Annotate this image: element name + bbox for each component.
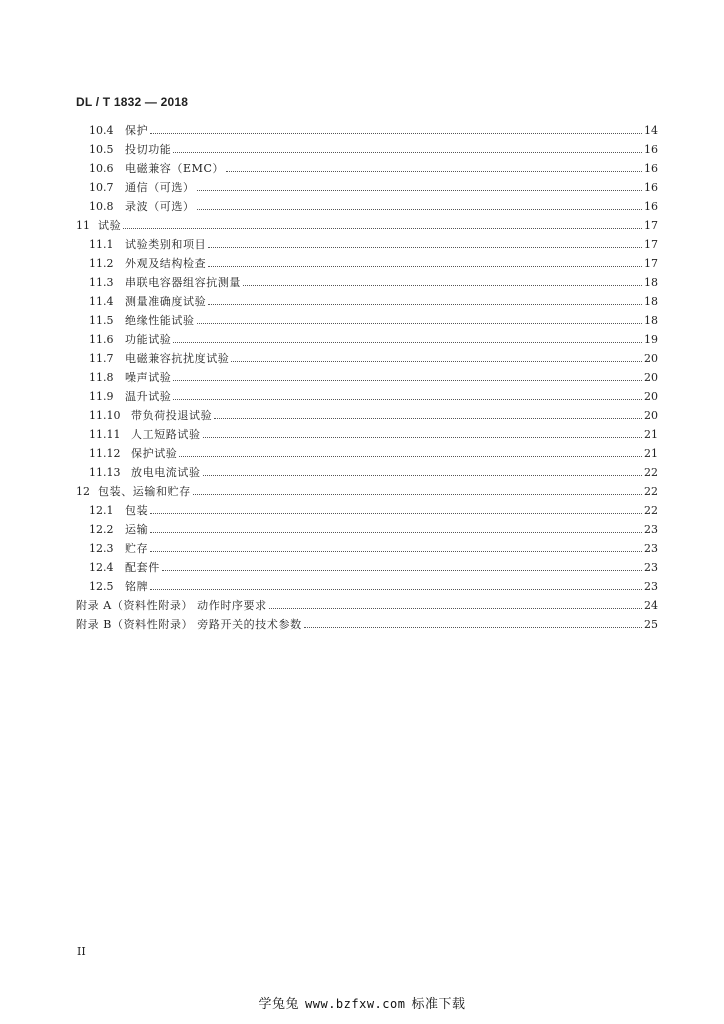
toc-entry[interactable] xyxy=(76,121,658,140)
toc-entry[interactable] xyxy=(76,520,658,539)
toc-entry-page: 23 xyxy=(644,523,658,536)
toc-entry-number: 11.8 xyxy=(89,371,114,384)
toc-entry-title: 功能试验 xyxy=(125,333,172,346)
toc-leader-dots xyxy=(203,474,642,476)
toc-entry-number: 12.2 xyxy=(89,523,114,536)
toc-entry-title: 外观及结构检查 xyxy=(125,257,207,270)
toc-entry[interactable] xyxy=(76,197,658,216)
toc-entry-title: 电磁兼容抗扰度试验 xyxy=(125,352,230,365)
toc-entry-title: 包装 xyxy=(125,504,149,517)
toc-entry-page: 17 xyxy=(644,257,658,270)
toc-entry-page: 22 xyxy=(644,485,658,498)
toc-entry-number: 11.12 xyxy=(89,447,121,460)
toc-entry-title: 噪声试验 xyxy=(125,371,172,384)
toc-entry-title: 附录 B（资料性附录） 旁路开关的技术参数 xyxy=(76,618,302,631)
toc-entry-title: 附录 A（资料性附录） 动作时序要求 xyxy=(76,599,267,612)
toc-entry-page: 20 xyxy=(644,371,658,384)
toc-entry[interactable] xyxy=(76,349,658,368)
toc-entry-title: 试验 xyxy=(98,219,122,232)
toc-entry-number: 10.6 xyxy=(89,162,114,175)
toc-leader-dots xyxy=(203,436,642,438)
toc-leader-dots xyxy=(150,531,642,533)
toc-leader-dots xyxy=(208,303,642,305)
toc-entry-title: 运输 xyxy=(125,523,149,536)
toc-entry-title: 放电电流试验 xyxy=(131,466,201,479)
toc-leader-dots xyxy=(193,493,642,495)
toc-entry[interactable] xyxy=(76,273,658,292)
toc-leader-dots xyxy=(269,607,642,609)
toc-entry-number: 11 xyxy=(76,219,90,232)
toc-leader-dots xyxy=(123,227,642,229)
toc-entry[interactable] xyxy=(76,140,658,159)
toc-entry-page: 17 xyxy=(644,238,658,251)
toc-entry-title: 电磁兼容（EMC） xyxy=(125,162,225,175)
toc-entry-page: 20 xyxy=(644,352,658,365)
toc-entry-number: 10.5 xyxy=(89,143,114,156)
toc-entry-number: 11.6 xyxy=(89,333,114,346)
toc-entry-title: 保护试验 xyxy=(131,447,178,460)
toc-entry-title: 人工短路试验 xyxy=(131,428,201,441)
toc-entry-title: 保护 xyxy=(125,124,149,137)
toc-entry-title: 串联电容器组容抗测量 xyxy=(125,276,241,289)
toc-entry[interactable] xyxy=(76,330,658,349)
table-of-contents xyxy=(76,121,658,634)
toc-entry-page: 23 xyxy=(644,561,658,574)
toc-entry-number: 12 xyxy=(76,485,90,498)
toc-entry-page: 24 xyxy=(644,599,658,612)
toc-entry-number: 11.10 xyxy=(89,409,121,422)
toc-entry-number: 11.5 xyxy=(89,314,114,327)
toc-entry-page: 16 xyxy=(644,181,658,194)
toc-entry-page: 16 xyxy=(644,200,658,213)
toc-entry-number: 11.3 xyxy=(89,276,114,289)
toc-leader-dots xyxy=(226,170,642,172)
toc-entry[interactable] xyxy=(76,387,658,406)
toc-leader-dots xyxy=(150,550,642,552)
toc-leader-dots xyxy=(197,189,642,191)
toc-entry[interactable] xyxy=(76,463,658,482)
watermark-site-name: 学兔兔 xyxy=(258,997,300,1012)
toc-entry-title: 包装、运输和贮存 xyxy=(98,485,191,498)
toc-leader-dots xyxy=(231,360,642,362)
toc-entry[interactable] xyxy=(76,501,658,520)
toc-entry[interactable] xyxy=(76,482,658,501)
toc-leader-dots xyxy=(150,132,642,134)
toc-entry-title: 配套件 xyxy=(125,561,160,574)
toc-entry-title: 录波（可选） xyxy=(125,200,195,213)
toc-entry-title: 试验类别和项目 xyxy=(125,238,207,251)
toc-entry[interactable] xyxy=(76,539,658,558)
toc-entry-number: 12.3 xyxy=(89,542,114,555)
toc-entry-page: 18 xyxy=(644,295,658,308)
toc-entry-number: 10.8 xyxy=(89,200,114,213)
toc-leader-dots xyxy=(173,151,642,153)
watermark xyxy=(0,993,724,1012)
toc-leader-dots xyxy=(173,341,642,343)
toc-entry-page: 22 xyxy=(644,466,658,479)
toc-entry[interactable] xyxy=(76,216,658,235)
toc-entry[interactable] xyxy=(76,292,658,311)
toc-entry[interactable] xyxy=(76,178,658,197)
toc-leader-dots xyxy=(197,208,642,210)
toc-entry[interactable] xyxy=(76,254,658,273)
toc-entry[interactable] xyxy=(76,558,658,577)
toc-entry-number: 12.5 xyxy=(89,580,114,593)
toc-entry[interactable] xyxy=(76,596,658,615)
toc-entry-page: 18 xyxy=(644,276,658,289)
toc-entry-number: 11.2 xyxy=(89,257,114,270)
toc-leader-dots xyxy=(179,455,642,457)
toc-leader-dots xyxy=(162,569,642,571)
toc-entry-page: 16 xyxy=(644,143,658,156)
toc-entry[interactable] xyxy=(76,159,658,178)
toc-entry[interactable] xyxy=(76,235,658,254)
toc-leader-dots xyxy=(150,512,642,514)
toc-entry-page: 21 xyxy=(644,447,658,460)
toc-entry-title: 绝缘性能试验 xyxy=(125,314,195,327)
toc-leader-dots xyxy=(150,588,642,590)
toc-entry-page: 20 xyxy=(644,390,658,403)
toc-entry-title: 温升试验 xyxy=(125,390,172,403)
toc-entry-number: 10.7 xyxy=(89,181,114,194)
watermark-url[interactable]: www.bzfxw.com xyxy=(305,997,406,1011)
toc-entry[interactable] xyxy=(76,368,658,387)
toc-leader-dots xyxy=(208,246,642,248)
toc-entry-page: 20 xyxy=(644,409,658,422)
toc-entry-title: 铭牌 xyxy=(125,580,149,593)
toc-entry-number: 11.7 xyxy=(89,352,114,365)
toc-leader-dots xyxy=(214,417,642,419)
toc-leader-dots xyxy=(173,379,642,381)
toc-entry-title: 投切功能 xyxy=(125,143,172,156)
toc-entry-page: 23 xyxy=(644,580,658,593)
toc-entry-number: 11.13 xyxy=(89,466,121,479)
toc-entry[interactable] xyxy=(76,577,658,596)
toc-entry-title: 通信（可选） xyxy=(125,181,195,194)
toc-entry-page: 21 xyxy=(644,428,658,441)
toc-entry[interactable] xyxy=(76,425,658,444)
toc-entry[interactable] xyxy=(76,311,658,330)
toc-leader-dots xyxy=(197,322,642,324)
toc-entry-page: 25 xyxy=(644,618,658,631)
toc-entry-page: 17 xyxy=(644,219,658,232)
toc-entry-page: 19 xyxy=(644,333,658,346)
page-number: II xyxy=(77,945,86,958)
toc-entry-page: 22 xyxy=(644,504,658,517)
toc-entry-title: 贮存 xyxy=(125,542,149,555)
toc-entry-title: 带负荷投退试验 xyxy=(131,409,213,422)
toc-entry-number: 12.1 xyxy=(89,504,114,517)
toc-leader-dots xyxy=(243,284,642,286)
toc-entry-title: 测量准确度试验 xyxy=(125,295,207,308)
toc-leader-dots xyxy=(304,626,642,628)
toc-leader-dots xyxy=(173,398,642,400)
standard-code-header: DL / T 1832 — 2018 xyxy=(76,95,189,109)
toc-entry-page: 18 xyxy=(644,314,658,327)
toc-entry-number: 11.9 xyxy=(89,390,114,403)
toc-entry-number: 11.4 xyxy=(89,295,114,308)
toc-entry[interactable] xyxy=(76,406,658,425)
toc-entry[interactable] xyxy=(76,615,658,634)
toc-leader-dots xyxy=(208,265,642,267)
toc-entry-number: 11.1 xyxy=(89,238,114,251)
toc-entry[interactable] xyxy=(76,444,658,463)
toc-entry-number: 12.4 xyxy=(89,561,114,574)
toc-entry-page: 14 xyxy=(644,124,658,137)
toc-entry-number: 11.11 xyxy=(89,428,121,441)
toc-entry-page: 23 xyxy=(644,542,658,555)
watermark-tagline: 标准下载 xyxy=(411,997,466,1012)
toc-entry-number: 10.4 xyxy=(89,124,114,137)
toc-entry-page: 16 xyxy=(644,162,658,175)
